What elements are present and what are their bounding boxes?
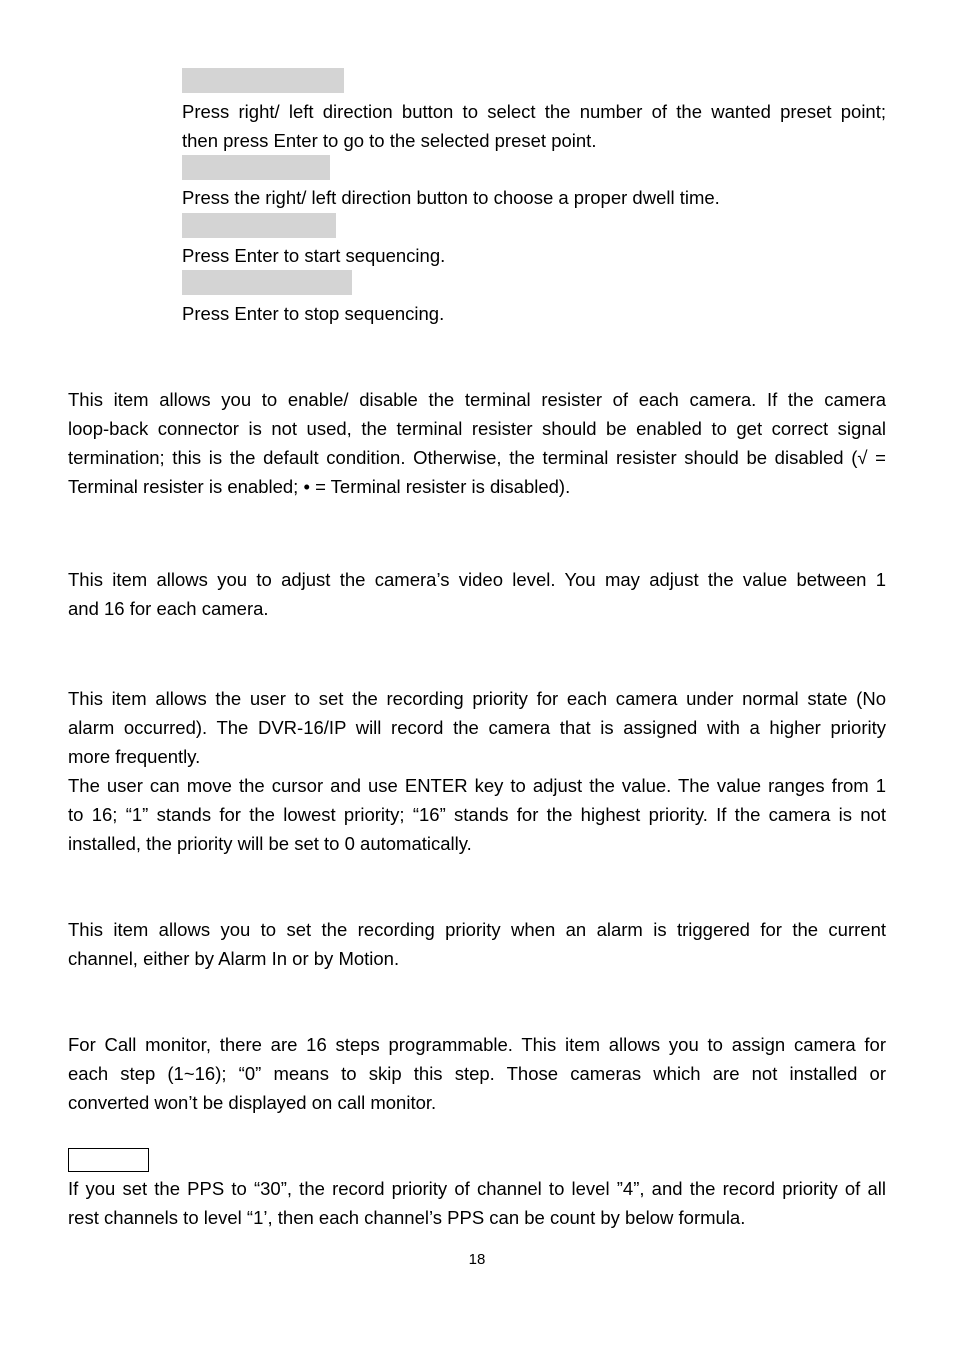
dwell-heading-bar: [182, 155, 330, 180]
example-paragraph: [68, 1174, 886, 1232]
text-line: This item allows the user to set the recording priority for each camera under normal state (No: [68, 688, 886, 709]
text-line: installed, the priority will be set to 0 automatically.: [68, 833, 472, 854]
text-line: alarm occurred). The DVR-16/IP will record the camera that is assigned with a higher priority: [68, 717, 886, 738]
dwell-paragraph: [182, 183, 886, 212]
text-line: then press Enter to go to the selected preset point.: [182, 130, 597, 151]
text-line: Press right/ left direction button to select the number of the wanted preset point;: [182, 101, 886, 122]
text-line: Terminal resister is enabled; • = Terminal resister is disabled).: [68, 476, 571, 497]
text-line: Press the right/ left direction button to choose a proper dwell time.: [182, 187, 720, 208]
text-line: to 16; “1” stands for the lowest priority; “16” stands for the highest priority. If the camera is not: [68, 804, 886, 825]
stop-paragraph: [182, 299, 886, 328]
call-monitor-paragraph: [68, 1030, 886, 1117]
text-line: rest channels to level “1’, then each channel’s PPS can be count by below formula.: [68, 1207, 746, 1228]
text-line: For Call monitor, there are 16 steps programmable. This item allows you to assign camera for: [68, 1034, 886, 1055]
text-line: more frequently.: [68, 746, 201, 767]
start-heading-bar: [182, 213, 336, 238]
text-line: Press Enter to start sequencing.: [182, 245, 446, 266]
text-line: This item allows you to set the recording priority when an alarm is triggered for the current: [68, 919, 886, 940]
text-line: The user can move the cursor and use ENTER key to adjust the value. The value ranges from 1: [68, 775, 886, 796]
text-line: and 16 for each camera.: [68, 598, 269, 619]
start-paragraph: [182, 241, 886, 270]
text-line: Press Enter to stop sequencing.: [182, 303, 445, 324]
preset-heading-bar: [182, 68, 344, 93]
text-line: If you set the PPS to “30”, the record priority of channel to level ”4”, and the record priority of all: [68, 1178, 886, 1199]
text-line: channel, either by Alarm In or by Motion.: [68, 948, 400, 969]
video-level-paragraph: [68, 565, 886, 623]
page-number: 18: [468, 1251, 486, 1268]
text-line: This item allows you to enable/ disable the terminal resister of each camera. If the camera: [68, 389, 886, 410]
preset-paragraph: [182, 97, 886, 155]
terminal-paragraph: [68, 385, 886, 501]
text-line: termination; this is the default condition. Otherwise, the terminal resister should be disabled (√ =: [68, 447, 886, 468]
text-line: each step (1~16); “0” means to skip this step. Those cameras which are not installed or: [68, 1063, 886, 1084]
example-label-box: [68, 1148, 149, 1172]
alarm-priority-paragraph: [68, 915, 886, 973]
record-priority-paragraph: [68, 684, 886, 858]
text-line: converted won’t be displayed on call monitor.: [68, 1092, 437, 1113]
stop-heading-bar: [182, 270, 352, 295]
text-line: loop-back connector is not used, the terminal resister should be enabled to get correct signal: [68, 418, 886, 439]
text-line: This item allows you to adjust the camera’s video level. You may adjust the value between 1: [68, 569, 886, 590]
